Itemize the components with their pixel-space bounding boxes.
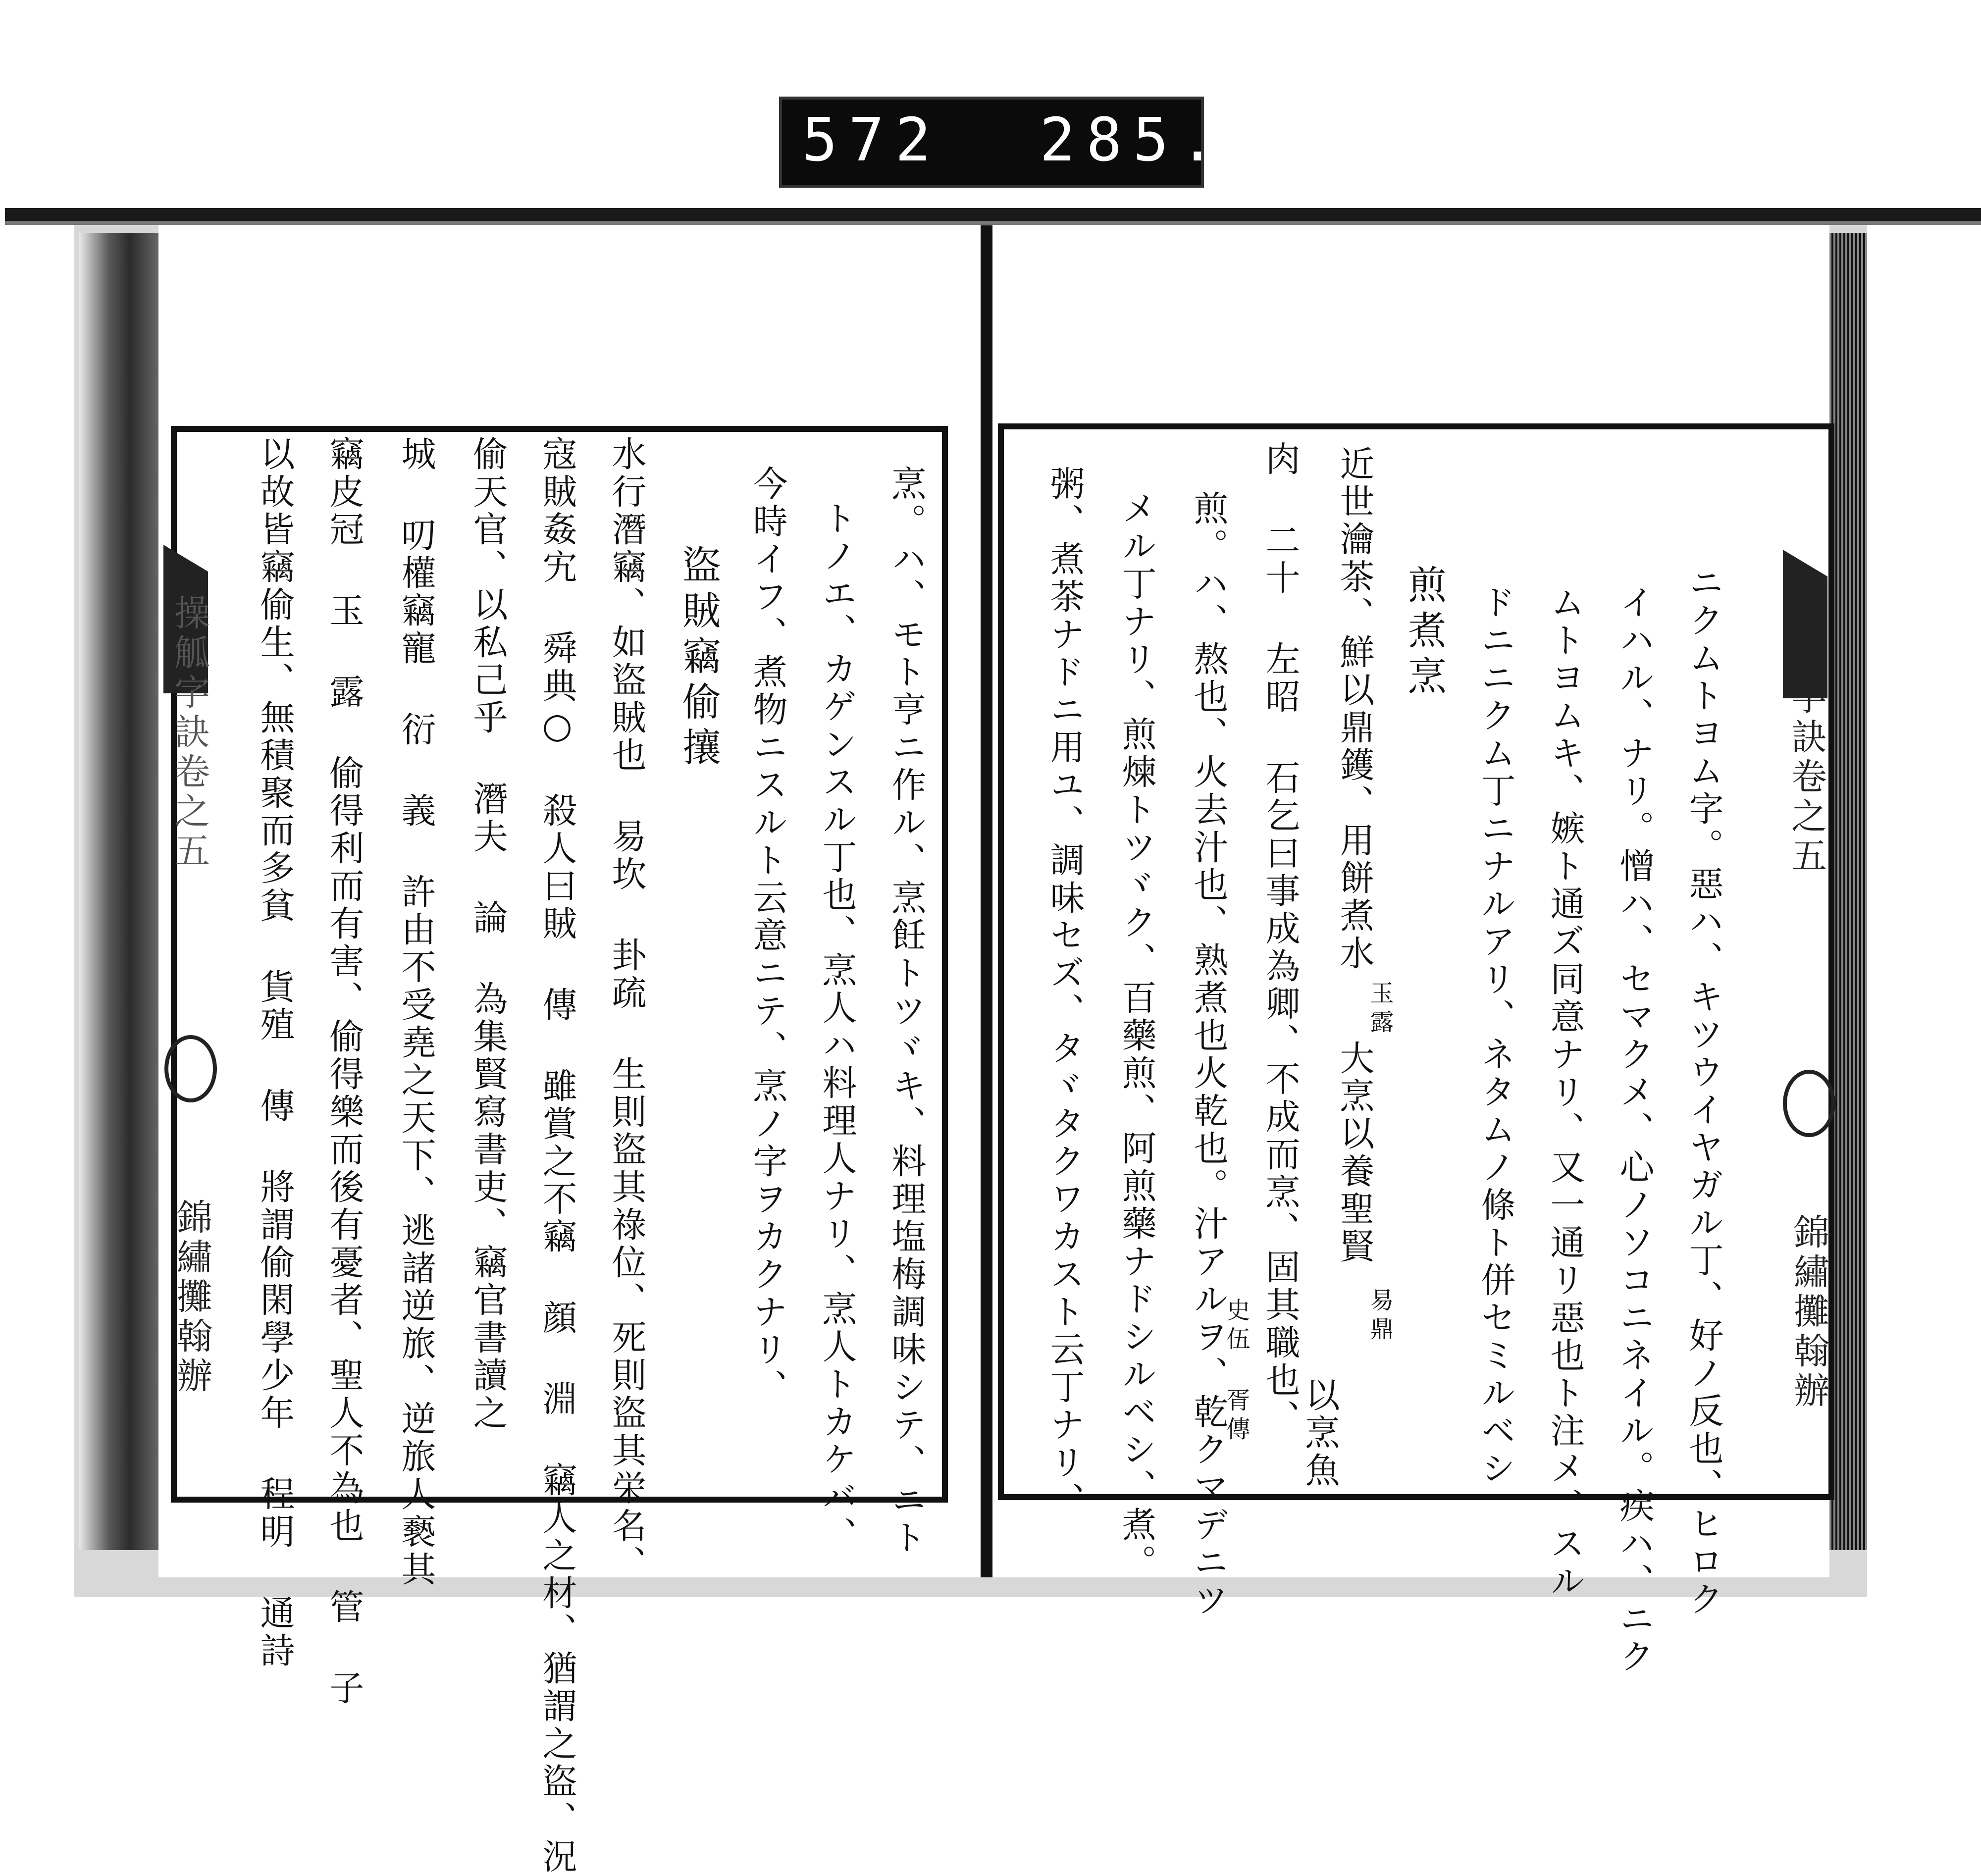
left-col-6: 寇賊姦宄 舜典○ 殺人曰賊 傳 雖賞之不竊 顔 淵 竊人之材、猶謂之盜、況 bbox=[537, 436, 577, 1876]
right-margin-title: 操觚字訣卷之五 bbox=[1785, 599, 1827, 877]
frame-number-right: 285. bbox=[1040, 106, 1226, 175]
left-margin-bottom: 錦繡攤翰辦 bbox=[171, 1199, 212, 1397]
right-col-10: 粥、煮茶ナドニ用ユ、調味セズ、タヾタクワカスト云丁ナリ、 bbox=[1044, 466, 1085, 1519]
right-col-2: イハル、ナリ。憎ハ、セマクメ、心ノソコニネイル。疾ハ、ニク bbox=[1614, 584, 1655, 1676]
right-note-shigo: 史伍 胥傳 bbox=[1222, 1298, 1250, 1445]
frame-number-plate bbox=[779, 97, 1226, 188]
left-col-5: 水行潛竊、如盜賊也 易坎 卦疏 生則盜其祿位、死則盜其栄名、 bbox=[606, 436, 647, 1583]
frame-number-left: 572 bbox=[802, 106, 942, 175]
right-col-8: 煎。ハ、熬也、火去汁也、熟煮也火乾也。汁アルヲ、乾クマデニツ bbox=[1188, 490, 1229, 1619]
right-col-7: 肉 二十 左昭 石乞曰事成為卿、不成而烹、固其職也、 bbox=[1260, 441, 1301, 1437]
right-note-ekitei: 易鼎 bbox=[1366, 1288, 1394, 1345]
right-col-1: ニクムトヨム字。惡ハ、キツウイヤガル丁、好ノ反也、ヒロク bbox=[1683, 565, 1724, 1618]
left-col-10: 以故皆竊偷生、無積聚而多貧 貨殖 傳 將謂偷閑學少年 程明 通詩 bbox=[255, 436, 295, 1670]
left-col-3: 今時イフ、煮物ニスルト云意ニテ、烹ノ字ヲカクナリ、 bbox=[747, 466, 788, 1407]
right-section-heading: 煎煮烹 bbox=[1402, 565, 1446, 701]
right-margin-circle bbox=[1783, 1070, 1835, 1137]
right-col-6: 近世瀹茶、鮮以鼎鑊、用餅煮水 bbox=[1334, 446, 1375, 973]
left-col-9: 竊皮冠 玉 露 偷得利而有害、偷得樂而後有憂者、聖人不為也 管 子 bbox=[324, 436, 365, 1708]
left-col-1: 烹。ハ、モト亨ニ作ル、烹飪トツヾキ、料理塩梅調味シテ、ニト bbox=[886, 466, 927, 1557]
left-col-7: 偷天官、以私己乎 潛夫 論 為集賢寫書吏、竊官書讀之 bbox=[468, 436, 508, 1432]
right-note-ihouyu: 以烹魚 bbox=[1300, 1377, 1340, 1490]
right-col-4: ドニニクム丁ニナルアリ、ネタムノ條ト併セミルベシ bbox=[1475, 584, 1516, 1488]
right-col-9: メル丁ナリ、煎煉トツヾク、百藥煎、阿煎藥ナドシルベシ、煮。 bbox=[1116, 490, 1157, 1582]
left-margin-circle bbox=[164, 1035, 217, 1102]
scanner-bar-shadow bbox=[5, 221, 1981, 225]
left-margin-title: 操觚字訣卷之五 bbox=[168, 594, 210, 872]
right-margin-bottom: 錦繡攤翰辦 bbox=[1788, 1213, 1829, 1411]
scanner-bar bbox=[5, 208, 1981, 221]
left-col-2: トノエ、カゲンスル丁也、烹人ハ料理人ナリ、烹人トカケバ、 bbox=[817, 500, 857, 1554]
left-book-edge bbox=[79, 233, 163, 1550]
right-note-gyokuro: 玉露 bbox=[1366, 981, 1394, 1038]
left-section-heading: 盜賊竊偷攘 bbox=[676, 545, 721, 773]
right-note-daipo: 大烹以養聖賢 bbox=[1334, 1040, 1375, 1266]
left-col-8: 城 叨權竊寵 衍 義 許由不受堯之天下、逃諸逆旅、逆旅人褻其 bbox=[396, 436, 436, 1589]
right-col-3: ムトヨムキ、嫉ト通ズ同意ナリ、又一通リ惡也ト注メ、スル bbox=[1545, 584, 1585, 1601]
